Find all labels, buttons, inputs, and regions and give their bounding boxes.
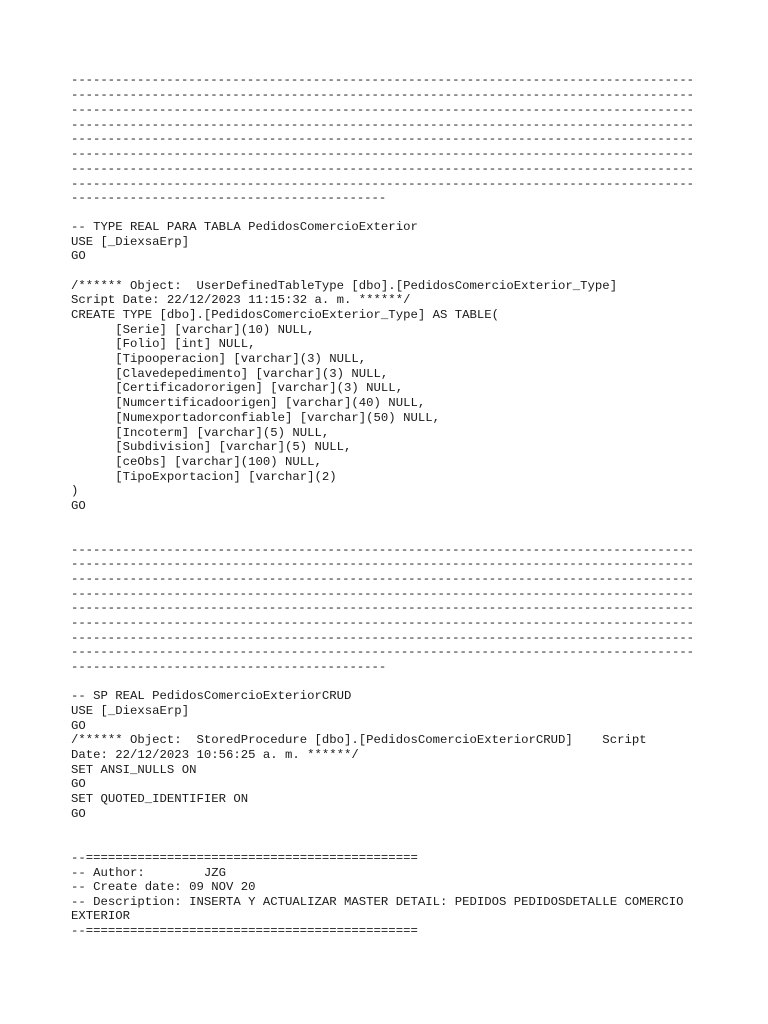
separator-line: ------------------------------------------------------------------------------------- <box>71 557 694 571</box>
separator-line: ------------------------------------------- <box>71 191 387 205</box>
sql-column-definition: [Serie] [varchar](10) NULL, <box>71 323 315 337</box>
sql-column-definition: [Incoterm] [varchar](5) NULL, <box>71 426 330 440</box>
sql-statement: GO <box>71 249 86 263</box>
sql-column-definition: [Numexportadorconfiable] [varchar](50) NULL, <box>71 411 440 425</box>
separator-line: ------------------------------------------------------------------------------------- <box>71 147 694 161</box>
separator-line: ------------------------------------------------------------------------------------- <box>71 587 694 601</box>
sql-statement: CREATE TYPE [dbo].[PedidosComercioExterior_Type] AS TABLE( <box>71 308 500 322</box>
sql-statement: SET ANSI_NULLS ON <box>71 763 197 777</box>
separator-line: ------------------------------------------------------------------------------------- <box>71 118 694 132</box>
sql-column-definition: [Tipooperacion] [varchar](3) NULL, <box>71 352 367 366</box>
separator-line: ------------------------------------------------------------------------------------- <box>71 132 694 146</box>
sql-comment: -- Description: INSERTA Y ACTUALIZAR MASTER DETAIL: PEDIDOS PEDIDOSDETALLE COMERCIO <box>71 895 684 909</box>
sql-statement: USE [_DiexsaErp] <box>71 704 190 718</box>
sql-comment: Date: 22/12/2023 10:56:25 a. m. ******/ <box>71 748 359 762</box>
sql-comment: -- TYPE REAL PARA TABLA PedidosComercioExterior <box>71 220 418 234</box>
separator-line: ------------------------------------------------------------------------------------- <box>71 162 694 176</box>
separator-line: ------------------------------------------- <box>71 660 387 674</box>
sql-comment: /****** Object: StoredProcedure [dbo].[PedidosComercioExteriorCRUD] Script <box>71 733 647 747</box>
separator-line: ------------------------------------------------------------------------------------- <box>71 616 694 630</box>
sql-column-definition: [Subdivision] [varchar](5) NULL, <box>71 440 352 454</box>
sql-column-definition: [Folio] [int] NULL, <box>71 337 256 351</box>
sql-statement: ) <box>71 484 79 498</box>
sql-comment: --============================================= <box>71 851 418 865</box>
separator-line: ------------------------------------------------------------------------------------- <box>71 572 694 586</box>
sql-comment: -- Create date: 09 NOV 20 <box>71 880 256 894</box>
sql-comment: EXTERIOR <box>71 909 131 923</box>
separator-line: ------------------------------------------------------------------------------------- <box>71 73 694 87</box>
sql-column-definition: [Clavedepedimento] [varchar](3) NULL, <box>71 367 389 381</box>
sql-column-definition: [ceObs] [varchar](100) NULL, <box>71 455 322 469</box>
separator-line: ------------------------------------------------------------------------------------- <box>71 631 694 645</box>
separator-line: ------------------------------------------------------------------------------------- <box>71 88 694 102</box>
sql-statement: GO <box>71 719 86 733</box>
sql-column-definition: [Certificadororigen] [varchar](3) NULL, <box>71 381 404 395</box>
sql-statement: GO <box>71 499 86 513</box>
sql-comment: /****** Object: UserDefinedTableType [dbo].[PedidosComercioExterior_Type] <box>71 279 618 293</box>
separator-line: ------------------------------------------------------------------------------------- <box>71 645 694 659</box>
sql-comment: -- Author: JZG <box>71 866 226 880</box>
sql-column-definition: [Numcertificadoorigen] [varchar](40) NULL, <box>71 396 426 410</box>
sql-column-definition: [TipoExportacion] [varchar](2) <box>71 470 337 484</box>
separator-line: ------------------------------------------------------------------------------------- <box>71 177 694 191</box>
sql-comment: Script Date: 22/12/2023 11:15:32 a. m. ******/ <box>71 293 411 307</box>
sql-statement: SET QUOTED_IDENTIFIER ON <box>71 792 249 806</box>
sql-statement: GO <box>71 807 86 821</box>
separator-line: ------------------------------------------------------------------------------------- <box>71 103 694 117</box>
separator-line: ------------------------------------------------------------------------------------- <box>71 601 694 615</box>
sql-statement: GO <box>71 777 86 791</box>
sql-statement: USE [_DiexsaErp] <box>71 235 190 249</box>
sql-comment: -- SP REAL PedidosComercioExteriorCRUD <box>71 689 352 703</box>
sql-comment: --============================================= <box>71 924 418 938</box>
separator-line: ------------------------------------------------------------------------------------- <box>71 543 694 557</box>
